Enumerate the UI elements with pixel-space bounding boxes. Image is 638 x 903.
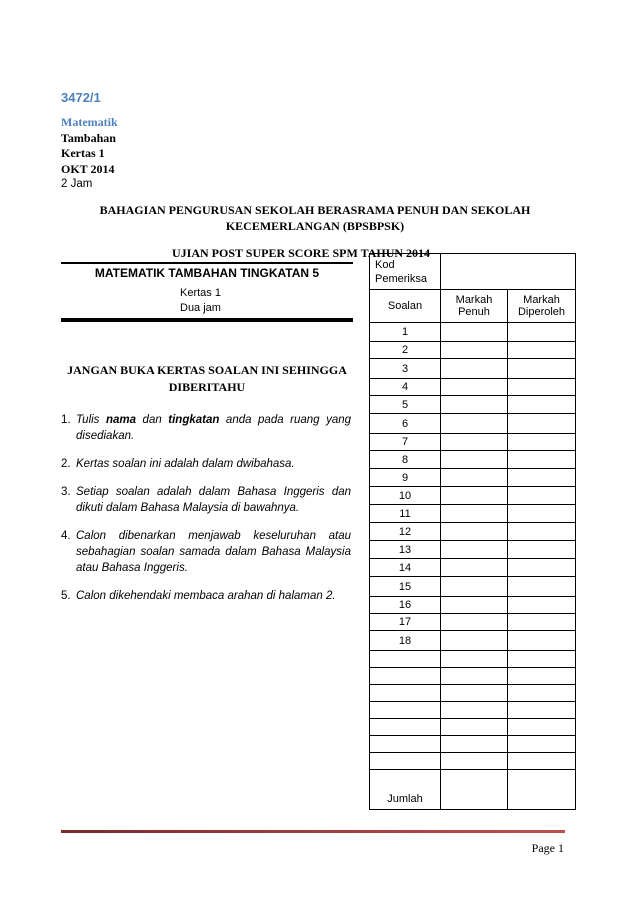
marks-row: [370, 505, 576, 523]
question-number: 16: [370, 597, 441, 614]
question-number: 4: [370, 379, 441, 396]
obtained-mark-cell[interactable]: [508, 523, 576, 541]
obtained-mark-cell[interactable]: [508, 451, 576, 469]
marks-row: [370, 614, 576, 631]
instruction-text-part: Tulis: [76, 414, 106, 426]
obtained-mark-cell[interactable]: [508, 505, 576, 523]
full-mark-cell[interactable]: [441, 523, 508, 541]
full-mark-cell[interactable]: [441, 469, 508, 487]
obtained-mark-cell[interactable]: [508, 323, 576, 342]
question-number: [370, 651, 441, 668]
instruction-number: 4.: [61, 530, 71, 542]
instruction-text: Calon dibenarkan menjawab keseluruhan atau sebahagian soalan samada dalam Bahasa Malaysia atau Bahasa Inggeris.: [76, 530, 351, 574]
full-mark-cell[interactable]: [441, 631, 508, 651]
exam-title: UJIAN POST SUPER SCORE SPM TAHUN 2014: [172, 246, 431, 260]
full-mark-cell[interactable]: [441, 597, 508, 614]
full-mark-cell[interactable]: [441, 541, 508, 559]
instruction-item: [61, 484, 351, 516]
full-mark-cell[interactable]: [441, 379, 508, 396]
full-mark-cell[interactable]: [441, 414, 508, 434]
instruction-item: [61, 588, 351, 604]
question-number: 15: [370, 577, 441, 597]
full-mark-cell[interactable]: [441, 505, 508, 523]
question-number: 17: [370, 614, 441, 631]
question-number: [370, 668, 441, 685]
full-mark-cell[interactable]: [441, 753, 508, 770]
obtained-mark-cell[interactable]: [508, 577, 576, 597]
obtained-mark-cell[interactable]: [508, 753, 576, 770]
marks-row: [370, 323, 576, 342]
question-number: 13: [370, 541, 441, 559]
subject-box-details: [180, 286, 221, 316]
instruction-item: [61, 528, 351, 576]
paper-number: Kertas 1: [61, 146, 105, 160]
header-markah-penuh: Markah Penuh: [441, 290, 508, 323]
instruction-item: [61, 412, 351, 444]
question-number: [370, 685, 441, 702]
warning-line-2: DIBERITAHU: [168, 380, 246, 394]
full-mark-cell[interactable]: [441, 736, 508, 753]
obtained-mark-cell[interactable]: [508, 719, 576, 736]
question-number: [370, 753, 441, 770]
warning-notice: [61, 362, 353, 396]
subject-box-duration: Dua jam: [180, 302, 221, 314]
obtained-mark-cell[interactable]: [508, 559, 576, 577]
marks-row: [370, 359, 576, 379]
instruction-number: 3.: [61, 486, 71, 498]
marks-row: [370, 736, 576, 753]
instruction-text-part: dan: [136, 414, 169, 426]
full-mark-cell[interactable]: [441, 577, 508, 597]
question-number: [370, 736, 441, 753]
obtained-mark-cell[interactable]: [508, 359, 576, 379]
obtained-mark-cell[interactable]: [508, 702, 576, 719]
full-mark-cell[interactable]: [441, 323, 508, 342]
instruction-number: 2.: [61, 458, 71, 470]
obtained-mark-cell[interactable]: [508, 631, 576, 651]
full-mark-cell[interactable]: [441, 342, 508, 359]
marks-row: [370, 702, 576, 719]
organization-title: [80, 203, 550, 234]
question-number: 1: [370, 323, 441, 342]
paper-code: 3472/1: [61, 90, 101, 105]
marks-row: [370, 719, 576, 736]
full-mark-cell[interactable]: [441, 719, 508, 736]
question-number: 2: [370, 342, 441, 359]
warning-line-1: JANGAN BUKA KERTAS SOALAN INI SEHINGGA: [67, 363, 347, 377]
subject-box-bottom-rule: [61, 318, 353, 322]
total-row: [370, 770, 576, 810]
obtained-mark-cell[interactable]: [508, 668, 576, 685]
instruction-text-part: tingkatan: [168, 414, 220, 426]
organization-line-2: KECEMERLANGAN (BPSBPSK): [225, 218, 405, 233]
marks-row: [370, 559, 576, 577]
footer-rule: [61, 830, 565, 833]
question-number: 12: [370, 523, 441, 541]
marks-row: [370, 523, 576, 541]
obtained-mark-cell[interactable]: [508, 614, 576, 631]
marks-row: [370, 651, 576, 668]
marks-row: [370, 753, 576, 770]
full-mark-cell[interactable]: [441, 396, 508, 414]
marks-row: [370, 685, 576, 702]
full-mark-cell[interactable]: [441, 434, 508, 451]
paper-header: [61, 115, 118, 193]
instruction-text-part: nama: [105, 414, 137, 426]
subject-box-paper: Kertas 1: [180, 287, 221, 299]
obtained-mark-cell[interactable]: [508, 487, 576, 505]
obtained-mark-cell[interactable]: [508, 342, 576, 359]
instruction-number: 1.: [61, 414, 71, 426]
marks-row: [370, 379, 576, 396]
total-label: Jumlah: [370, 770, 441, 810]
marks-row: [370, 451, 576, 469]
question-number: 8: [370, 451, 441, 469]
full-mark-cell[interactable]: [441, 668, 508, 685]
marks-row: [370, 396, 576, 414]
kod-pemeriksa-label: Kod Pemeriksa: [370, 254, 441, 290]
instruction-text: Kertas soalan ini adalah dalam dwibahasa.: [76, 458, 295, 470]
question-number: 3: [370, 359, 441, 379]
organization-line-1: BAHAGIAN PENGURUSAN SEKOLAH BERASRAMA PENUH DAN SEKOLAH: [99, 203, 531, 217]
subject-box-title: MATEMATIK TAMBAHAN TINGKATAN 5: [94, 266, 320, 280]
full-mark-cell[interactable]: [441, 487, 508, 505]
instruction-number: 5.: [61, 590, 71, 602]
obtained-mark-cell[interactable]: [508, 434, 576, 451]
question-number: 9: [370, 469, 441, 487]
marks-row: [370, 342, 576, 359]
total-full-mark-cell[interactable]: [441, 770, 508, 810]
obtained-mark-cell[interactable]: [508, 597, 576, 614]
question-number: 14: [370, 559, 441, 577]
obtained-mark-cell[interactable]: [508, 414, 576, 434]
marks-table: [369, 253, 576, 810]
obtained-mark-cell[interactable]: [508, 379, 576, 396]
obtained-mark-cell[interactable]: [508, 469, 576, 487]
question-number: 6: [370, 414, 441, 434]
question-number: [370, 719, 441, 736]
marks-row: [370, 541, 576, 559]
obtained-mark-cell[interactable]: [508, 651, 576, 668]
obtained-mark-cell[interactable]: [508, 736, 576, 753]
marks-row: [370, 668, 576, 685]
question-number: 18: [370, 631, 441, 651]
exam-date: OKT 2014: [61, 161, 115, 176]
header-soalan: Soalan: [370, 290, 441, 323]
header-markah-diperoleh: Markah Diperoleh: [508, 290, 576, 323]
kod-pemeriksa-field[interactable]: [441, 254, 576, 290]
marks-row: [370, 577, 576, 597]
instruction-text: Calon dikehendaki membaca arahan di halaman 2.: [76, 590, 336, 602]
question-number: 11: [370, 505, 441, 523]
instruction-text: Setiap soalan adalah dalam Bahasa Inggeris dan dikuti dalam Bahasa Malaysia di bawahnya.: [76, 486, 351, 514]
instruction-text: [76, 412, 351, 444]
obtained-mark-cell[interactable]: [508, 685, 576, 702]
marks-row: [370, 597, 576, 614]
marks-row: [370, 631, 576, 651]
instruction-item: [61, 456, 351, 472]
full-mark-cell[interactable]: [441, 559, 508, 577]
instructions-list: [61, 412, 351, 616]
full-mark-cell[interactable]: [441, 651, 508, 668]
full-mark-cell[interactable]: [441, 685, 508, 702]
full-mark-cell[interactable]: [441, 702, 508, 719]
question-number: 10: [370, 487, 441, 505]
question-number: 5: [370, 396, 441, 414]
instruction-text-part: anda pada ruang yang disediakan.: [76, 414, 352, 442]
subject-name: Matematik: [61, 115, 118, 129]
obtained-mark-cell[interactable]: [508, 541, 576, 559]
full-mark-cell[interactable]: [441, 359, 508, 379]
total-obtained-mark-cell[interactable]: [508, 770, 576, 810]
question-number: [370, 702, 441, 719]
full-mark-cell[interactable]: [441, 451, 508, 469]
exam-duration: 2 Jam: [61, 178, 93, 190]
page-number: Page 1: [531, 841, 564, 855]
marks-row: [370, 414, 576, 434]
subject-name-2: Tambahan: [61, 130, 116, 145]
marks-row: [370, 469, 576, 487]
marks-row: [370, 434, 576, 451]
subject-box-top-rule: [61, 262, 353, 264]
full-mark-cell[interactable]: [441, 614, 508, 631]
obtained-mark-cell[interactable]: [508, 396, 576, 414]
marks-row: [370, 487, 576, 505]
question-number: 7: [370, 434, 441, 451]
